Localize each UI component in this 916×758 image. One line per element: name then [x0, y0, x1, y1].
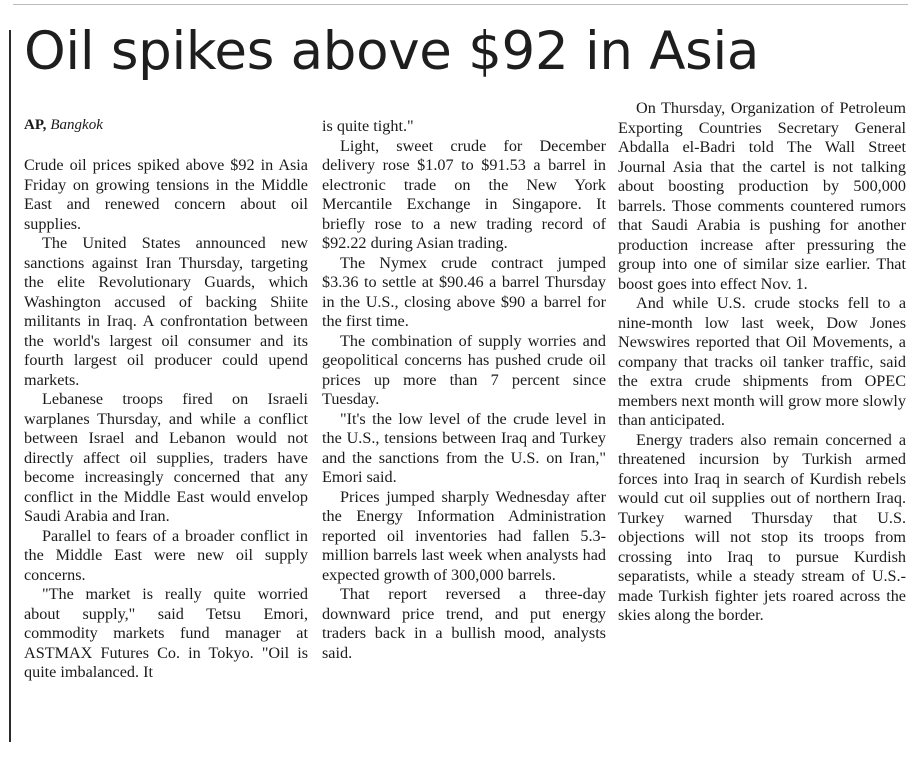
article-column-3	[618, 99, 906, 626]
article-column-1	[24, 156, 308, 683]
article-column-2	[322, 117, 606, 663]
paragraph: Energy traders also remain concerned a threatened incursion by Turkish armed forces into Iraq in search of Kurdish rebels would cut oil supplies out of northern Iraq. Turkey warned Thursday that U.S. objections will not stop its troops from crossing into Iraq to pursue Kurdish separatists, while a steady stream of U.S.-made Turkish fighter jets roared across the skies along the border.	[618, 430, 906, 624]
byline	[24, 117, 103, 134]
paragraph: On Thursday, Organization of Petroleum Exporting Countries Secretary General Abdalla el-Badri told The Wall Street Journal Asia that the cartel is not talking about boosting production by 500,000 barrels. Those comments countered rumors that Saudi Arabia is pushing for another production increase after pressuring the group into one of similar size earlier. That boost goes into effect Nov. 1.	[618, 99, 906, 293]
paragraph: The Nymex crude contract jumped $3.36 to settle at $90.46 a barrel Thursday in the U.S., closing above $90 a barrel for the first time.	[322, 253, 606, 330]
paragraph: Crude oil prices spiked above $92 in Asia Friday on growing tensions in the Middle East and renewed concern about oil supplies.	[24, 156, 308, 233]
paragraph: The United States announced new sanctions against Iran Thursday, targeting the elite Revolutionary Guards, which Washington accused of backing Shiite militants in Iraq. A confrontation between the world's largest oil consumer and its fourth largest oil producer could upend markets.	[24, 234, 308, 389]
paragraph: Parallel to fears of a broader conflict in the Middle East were new oil supply concerns.	[24, 526, 308, 584]
left-rule	[9, 30, 11, 742]
paragraph: Light, sweet crude for December delivery rose $1.07 to $91.53 a barrel in electronic trade on the New York Mercantile Exchange in Singapore. It briefly rose to a new trading record of $92.22 during Asian trading.	[322, 136, 606, 252]
paragraph: Lebanese troops fired on Israeli warplanes Thursday, and while a conflict between Israel and Lebanon would not directly affect oil supplies, traders have become increasingly concerned that any conflict in the Middle East would envelop Saudi Arabia and Iran.	[24, 390, 308, 525]
paragraph: The combination of supply worries and geopolitical concerns has pushed crude oil prices up more than 7 percent since Tuesday.	[322, 331, 606, 408]
headline: Oil spikes above $92 in Asia	[24, 21, 760, 82]
paragraph: And while U.S. crude stocks fell to a nine-month low last week, Dow Jones Newswires reported that Oil Movements, a company that tracks oil tanker traffic, said the extra crude shipments from OPEC members next month will grow more slowly than anticipated.	[618, 294, 906, 429]
paragraph: "It's the low level of the crude level in the U.S., tensions between Iraq and Turkey and the sanctions from the U.S. on Iran," Emori said.	[322, 409, 606, 486]
paragraph: is quite tight."	[322, 117, 414, 135]
paragraph: Prices jumped sharply Wednesday after the Energy Information Administration reported oil inventories had fallen 5.3-million barrels last week when analysts had expected growth of 300,000 barrels.	[322, 487, 606, 584]
byline-location: Bangkok	[50, 117, 103, 133]
top-rule	[13, 4, 908, 5]
paragraph: "The market is really quite worried about supply," said Tetsu Emori, commodity markets fund manager at ASTMAX Futures Co. in Tokyo. "Oil is quite imbalanced. It	[24, 585, 308, 681]
paragraph: That report reversed a three-day downward price trend, and put energy traders back in a bullish mood, analysts said.	[322, 585, 606, 662]
byline-source: AP,	[24, 117, 47, 133]
